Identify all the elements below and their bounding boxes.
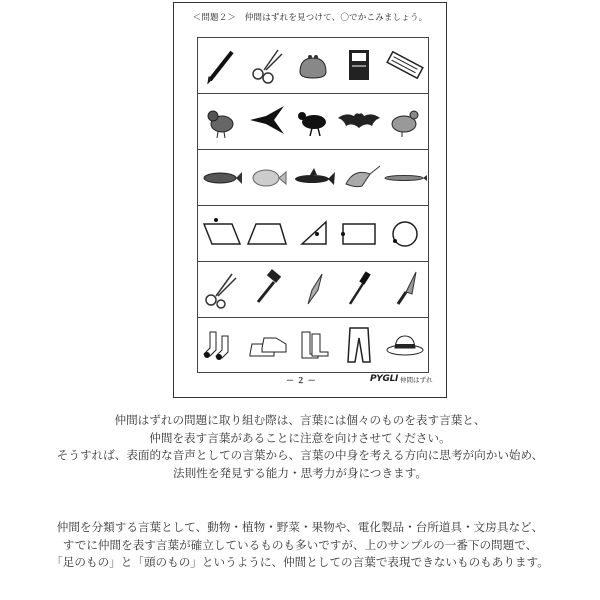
parallelogram-icon — [198, 210, 244, 256]
paragraph-line: 法則性を発見する能力・思考力が身につきます。 — [173, 465, 427, 480]
footer-label: 仲間はずれ — [400, 376, 433, 384]
worksheet-footer — [174, 375, 446, 387]
question-row-birds — [198, 94, 428, 150]
hat-icon — [382, 322, 428, 368]
page-number: － ２ － — [286, 376, 316, 385]
pencil-case-icon — [382, 42, 428, 88]
tuna-icon — [198, 154, 244, 200]
paragraph-line: 仲間を分類する言葉として、動物・植物・野菜・果物や、電化製品・台所道具・文房具など、 — [56, 520, 544, 534]
trousers-icon — [336, 322, 382, 368]
saury-icon — [382, 154, 428, 200]
knife-icon — [290, 266, 336, 312]
shark-icon — [290, 154, 336, 200]
sparrow-icon — [198, 98, 244, 144]
socks-icon — [198, 322, 244, 368]
paragraph-line: 仲間はずれの問題に取り組む際は、言葉には個々のものを表す言葉と、 — [114, 413, 486, 427]
paragraph-line: 「足のもの」と「頭のもの」というように、仲間としての言葉で表現できないものもあります。 — [51, 555, 549, 570]
paragraph-line: そうすれば、表面的な音声としての言葉から、言葉の中身を考える方向に思考が向かい始め、 — [56, 448, 544, 463]
question-grid — [197, 37, 429, 373]
coin-purse-icon — [290, 42, 336, 88]
sea-bream-icon — [244, 154, 290, 200]
boots-icon — [290, 322, 336, 368]
shrimp-icon — [336, 154, 382, 200]
paragraph-line: すでに仲間を表す言葉が確立しているものも多いですが、上のサンプルの一番下の問題で、 — [62, 537, 538, 552]
pencil-icon — [198, 42, 244, 88]
sneakers-icon — [244, 322, 290, 368]
crow-icon — [290, 98, 336, 144]
notebook-icon — [336, 42, 382, 88]
hammer-icon — [244, 266, 290, 312]
trapezoid-icon — [244, 210, 290, 256]
question-row-tools — [198, 262, 428, 318]
bat-icon — [336, 98, 382, 144]
question-row-shapes — [198, 206, 428, 262]
question-row-fish — [198, 150, 428, 206]
question-row-stationery — [198, 38, 428, 94]
worksheet-title: ＜問題２＞ 仲間はずれを見つけて、〇でかこみましょう。 — [192, 13, 428, 23]
swallow-icon — [244, 98, 290, 144]
cleaver-icon — [382, 266, 428, 312]
triangle-icon — [290, 210, 336, 256]
pigeon-icon — [382, 98, 428, 144]
guidance-paragraph-1 — [0, 412, 600, 482]
circle-icon — [382, 210, 428, 256]
brush-icon — [336, 266, 382, 312]
question-row-clothing — [198, 318, 428, 374]
scissors-icon — [198, 266, 244, 312]
brand-logo: PYGLI — [370, 374, 399, 384]
guidance-paragraph-2 — [0, 519, 600, 572]
rectangle-icon — [336, 210, 382, 256]
scissors-icon — [244, 42, 290, 88]
worksheet — [173, 2, 447, 398]
paragraph-line: 仲間を表す言葉があることに注意を向けさせてください。 — [149, 430, 451, 445]
